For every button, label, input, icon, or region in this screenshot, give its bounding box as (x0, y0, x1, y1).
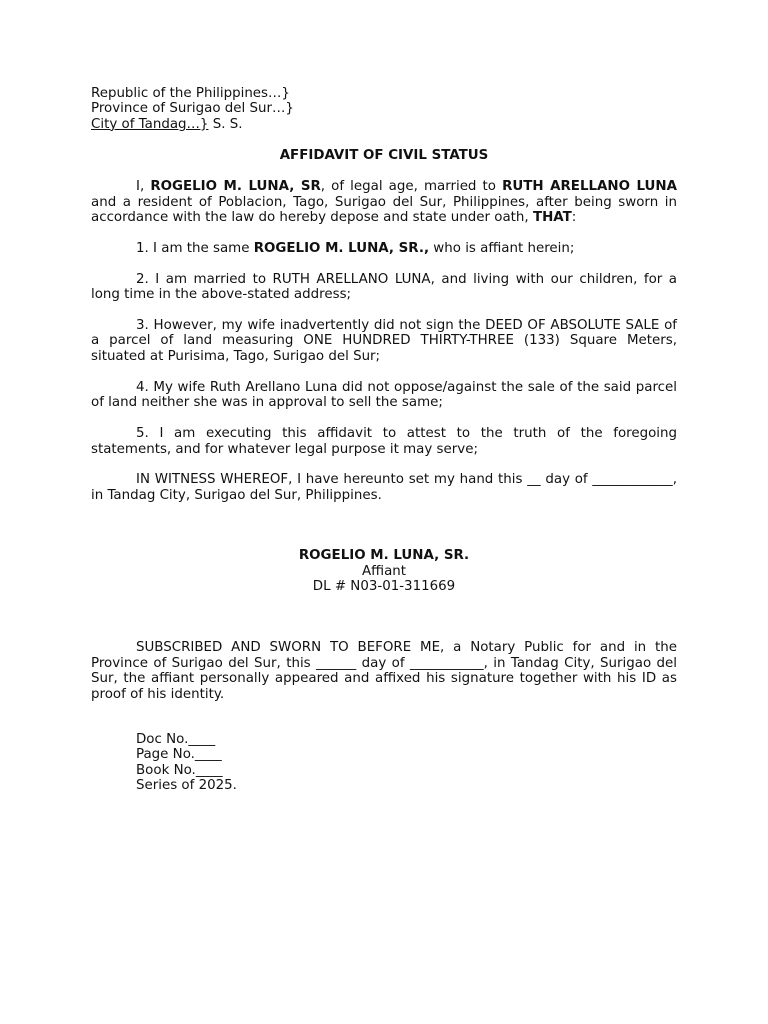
document-title: AFFIDAVIT OF CIVIL STATUS (279, 148, 489, 164)
venue-province: Province of Surigao del Sur…} (91, 101, 294, 117)
signature-block (91, 548, 677, 594)
series-year: Series of 2025. (136, 778, 237, 794)
item-4: 4. My wife Ruth Arellano Luna did not oppose/against the sale of the said parcel of land neither she was in approval to sell the same; (91, 379, 677, 411)
signature-id: DL # N03-01-311669 (312, 579, 456, 595)
item-1-name-bold: ROGELIO M. LUNA, SR., (253, 240, 430, 256)
witness-paragraph: IN WITNESS WHEREOF, I have hereunto set my hand this __ day of ____________, in Tandag City, Surigao del Sur, Philippines. (91, 472, 677, 503)
signature-role: Affiant (361, 563, 407, 579)
item-5: 5. I am executing this affidavit to attest to the truth of the foregoing statements, and for whatever legal purpose it may serve; (91, 426, 677, 457)
jurat-paragraph: SUBSCRIBED AND SWORN TO BEFORE ME, a Notary Public for and in the Province of Surigao del Sur, this ______ day of ___________, in Tandag City, Surigao del Sur, the affiant personally appeared and affixed his signature together with his ID as proof of his identity. (91, 640, 677, 702)
book-number: Book No.____ (136, 762, 223, 778)
venue-ss: S. S. (208, 116, 243, 132)
item-2: 2. I am married to RUTH ARELLANO LUNA, and living with our children, for a long time in the above-stated address; (91, 271, 677, 303)
doc-number: Doc No.____ (136, 732, 216, 748)
venue-republic: Republic of the Philippines…} (91, 86, 290, 101)
intro-text-4: : (571, 209, 577, 225)
intro-paragraph (91, 179, 677, 225)
spouse-name-bold: RUTH ARELLANO LUNA (502, 179, 677, 195)
that-bold: THAT (532, 209, 572, 225)
venue-block (91, 86, 677, 132)
venue-city (91, 117, 677, 132)
intro-text-3: and a resident of Poblacion, Tago, Surigao del Sur, Philippines, after being sworn in accordance with the law do hereby depose and state under oath, (91, 194, 677, 225)
affidavit-document (91, 86, 677, 794)
intro-text-1: I, (136, 179, 151, 195)
intro-text-2: , of legal age, married to (320, 179, 503, 195)
item-1-text-1: 1. I am the same (136, 240, 254, 256)
page-number: Page No.____ (136, 747, 222, 763)
affiant-name-bold: ROGELIO M. LUNA, SR (150, 179, 321, 195)
item-3: 3. However, my wife inadvertently did not sign the DEED OF ABSOLUTE SALE of a parcel of land measuring ONE HUNDRED THIRTY-THREE (133) Square Meters, situated at Purisima, Tago, Surigao del Sur; (91, 318, 677, 364)
venue-city-name: City of Tandag…} (91, 116, 209, 132)
signature-name: ROGELIO M. LUNA, SR. (298, 548, 470, 564)
item-1-text-2: who is affiant herein; (429, 240, 575, 256)
item-1 (91, 241, 677, 256)
notary-register-block (91, 732, 677, 794)
